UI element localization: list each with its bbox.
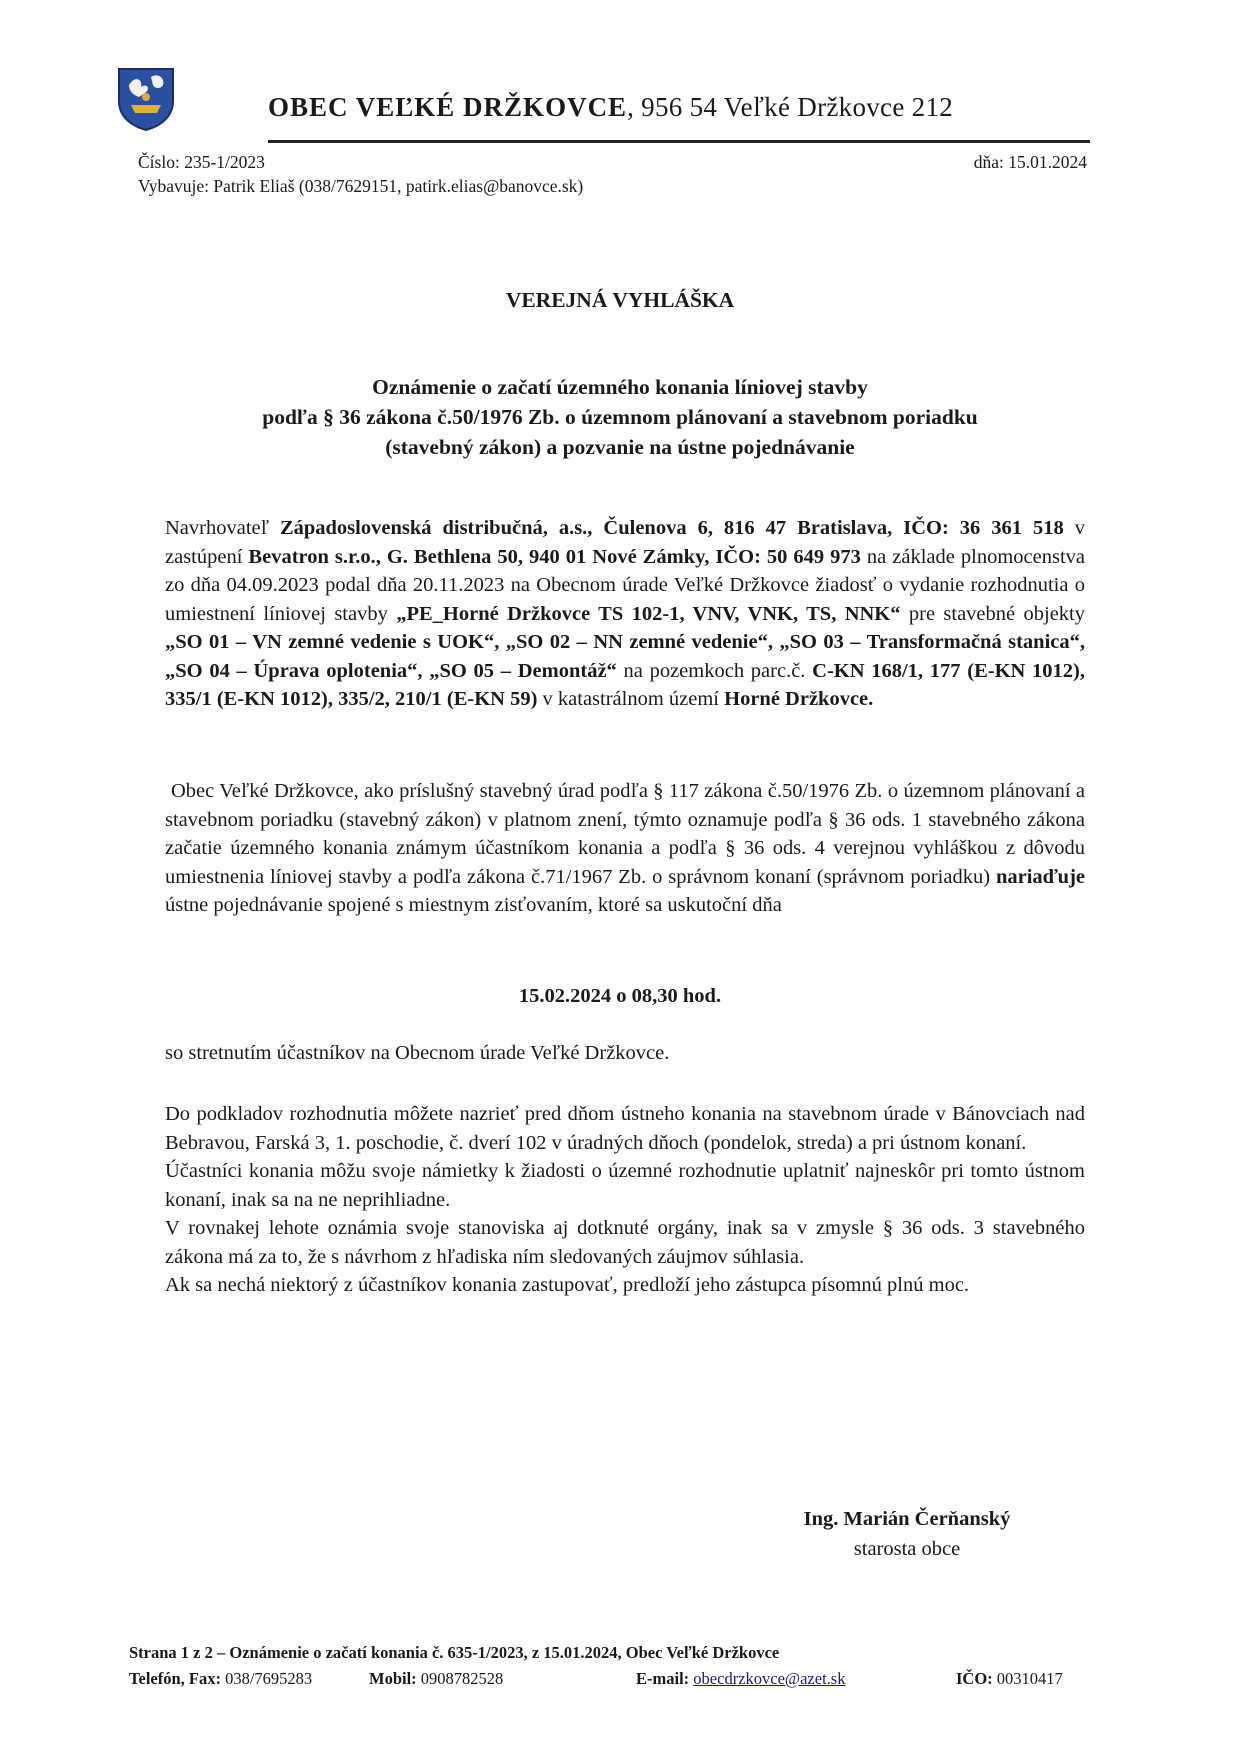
municipality-name: OBEC VEĽKÉ DRŽKOVCE [268,92,628,122]
parcel-numbers: C-KN 168/1, 177 (E-KN 1012), 335/1 (E-KN 1012), 335/2, 210/1 (E-KN 59) [165,659,1085,710]
text-span: na pozemkoch parc.č. [616,659,813,682]
phone-value: 038/7695283 [220,1669,313,1688]
subtitle-line-2: podľa § 36 zákona č.50/1976 Zb. o územnom plánovaní a stavebnom poriadku [262,405,978,429]
document-date: dňa: 15.01.2024 [973,152,1087,172]
text-span: Navrhovateľ [165,517,280,539]
representative: Bevatron s.r.o., G. Bethlena 50, 940 01 Nové Zámky, IČO: 50 649 973 [248,545,861,568]
orders-keyword: nariaďuje [995,865,1085,888]
instruction-paragraph: Do podkladov rozhodnutia môžete nazrieť pred dňom ústneho konania na stavebnom úrade v Bánovciach nad Bebravou, Farská 3, 1. poschodie, č. dverí 102 v úradných dňoch (pondelok, streda) a pri ústnom konaní. [165,1103,1085,1154]
text-span: na základe plnomocenstva zo dňa 04.09.2023 podal dňa 20.11.2023 na Obecnom úrade Veľké Držkovce žiadosť o vydanie rozhodnutia o umiestnení líniovej stavby [165,545,1085,625]
footer-ico [956,1669,1063,1689]
email-link[interactable]: obecdrzkovce@azet.sk [693,1669,846,1688]
signatory-name: Ing. Marián Čerňanský [803,1508,1011,1530]
mobile-label: Mobil: [369,1669,417,1688]
hearing-place: so stretnutím účastníkov na Obecnom úrade Veľké Držkovce. [165,1042,670,1064]
document-subtitle [140,372,1100,462]
email-label: E-mail: [636,1669,690,1688]
phone-label: Telefón, Fax: [129,1669,221,1688]
footer-page-info: Strana 1 z 2 – Oznámenie o začatí konania č. 635-1/2023, z 15.01.2024, Obec Veľké Držkovce [129,1643,780,1662]
municipality-crest-icon [117,67,175,131]
document-title: VEREJNÁ VYHLÁŠKA [505,288,735,312]
text-span: pre stavebné objekty [900,602,1085,625]
instruction-paragraph: Ak sa nechá niektorý z účastníkov konania zastupovať, predloží jeho zástupca písomnú plnú moc. [165,1274,970,1296]
instruction-paragraph: V rovnakej lehote oznámia svoje stanoviska aj dotknuté orgány, inak sa v zmysle § 36 ods. 3 stavebného zákona má za to, že s návrhom z hľadiska ním sledovaných záujmov súhlasia. [165,1217,1085,1268]
building-objects: „SO 01 – VN zemné vedenie s UOK“, „SO 02 – NN zemné vedenie“, „SO 03 – Transformačná stanica“, „SO 04 – Úprava oplotenia“, „SO 05 – Demontáž“ [165,631,1085,682]
project-name: „PE_Horné Držkovce TS 102-1, VNV, VNK, TS, NNK“ [396,602,901,625]
instructions-block [165,1100,1085,1300]
ico-label: IČO: [956,1669,993,1688]
subtitle-line-3: (stavebný zákon) a pozvanie na ústne pojednávanie [385,435,855,459]
header-title [268,92,953,123]
mobile-value: 0908782528 [416,1669,504,1688]
header-divider [268,140,1090,143]
footer-phone [129,1669,312,1689]
hearing-datetime: 15.02.2024 o 08,30 hod. [518,985,722,1007]
ico-value: 00310417 [992,1669,1063,1688]
municipality-address: , 956 54 Veľké Držkovce 212 [627,92,954,122]
signatory-role: starosta obce [853,1538,961,1560]
cadastral-area: Horné Držkovce. [724,688,874,710]
authority-paragraph [165,777,1085,920]
application-paragraph [165,514,1085,714]
handler-contact: Vybavuje: Patrik Eliaš (038/7629151, patirk.elias@banovce.sk) [138,176,584,196]
instruction-paragraph: Účastníci konania môžu svoje námietky k žiadosti o územné rozhodnutie uplatniť najneskôr pri tomto ústnom konaní, inak sa na ne neprihliadne. [165,1160,1085,1211]
applicant: Západoslovenská distribučná, a.s., Čulenova 6, 816 47 Bratislava, IČO: 36 361 518 [279,517,1064,539]
text-span: v zastúpení [165,517,1086,568]
text-span: v katastrálnom území [537,688,725,710]
text-span: ústne pojednávanie spojené s miestnym zisťovaním, ktoré sa uskutoční dňa [165,894,782,916]
footer-email [636,1669,845,1689]
footer-mobile [369,1669,503,1689]
text-span: Obec Veľké Držkovce, ako príslušný stavebný úrad podľa § 117 zákona č.50/1976 Zb. o územnom plánovaní a stavebnom poriadku (stavebný zákon) v platnom znení, týmto oznamuje podľa § 36 ods. 1 stavebného zákona začatie územného konania známym účastníkom konania a podľa § 36 ods. 4 verejnou vyhláškou z dôvodu umiestnenia líniovej stavby a podľa zákona č.71/1967 Zb. o správnom konaní (správnom poriadku) [165,780,1085,888]
reference-number: Číslo: 235-1/2023 [138,152,265,172]
subtitle-line-1: Oznámenie o začatí územného konania líniovej stavby [372,375,868,399]
